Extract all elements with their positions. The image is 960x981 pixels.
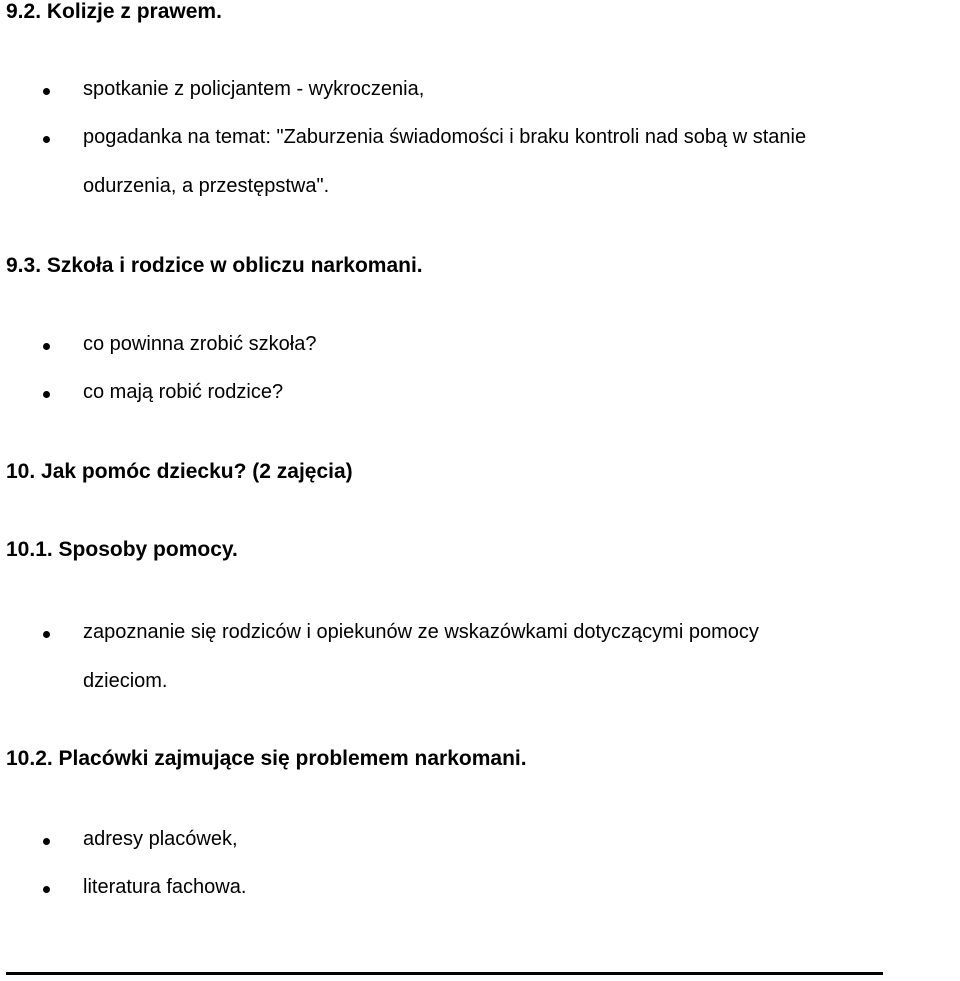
- bullet-icon: [43, 343, 50, 350]
- section-9-3-heading: 9.3. Szkoła i rodzice w obliczu narkomani.: [6, 254, 423, 277]
- section-10-heading: 10. Jak pomóc dziecku? (2 zajęcia): [6, 460, 353, 483]
- list-item: literatura fachowa.: [83, 876, 247, 898]
- footer-divider: [6, 972, 883, 975]
- list-item: co powinna zrobić szkoła?: [83, 333, 317, 355]
- list-item: pogadanka na temat: "Zaburzenia świadomości i braku kontroli nad sobą w stanie: [83, 126, 807, 148]
- list-item-continuation: odurzenia, a przestępstwa".: [83, 175, 330, 197]
- list-item: co mają robić rodzice?: [83, 381, 284, 403]
- bullet-icon: [43, 886, 50, 893]
- list-item-continuation: dzieciom.: [83, 670, 168, 692]
- list-item: adresy placówek,: [83, 828, 238, 850]
- bullet-icon: [43, 631, 50, 638]
- list-item: zapoznanie się rodziców i opiekunów ze wskazówkami dotyczącymi pomocy: [83, 621, 759, 643]
- section-9-2-heading: 9.2. Kolizje z prawem.: [6, 0, 222, 23]
- bullet-icon: [43, 838, 50, 845]
- section-10-1-heading: 10.1. Sposoby pomocy.: [6, 538, 238, 561]
- list-item: spotkanie z policjantem - wykroczenia,: [83, 78, 425, 100]
- bullet-icon: [43, 88, 50, 95]
- section-10-2-heading: 10.2. Placówki zajmujące się problemem narkomani.: [6, 747, 527, 770]
- bullet-icon: [43, 391, 50, 398]
- bullet-icon: [43, 136, 50, 143]
